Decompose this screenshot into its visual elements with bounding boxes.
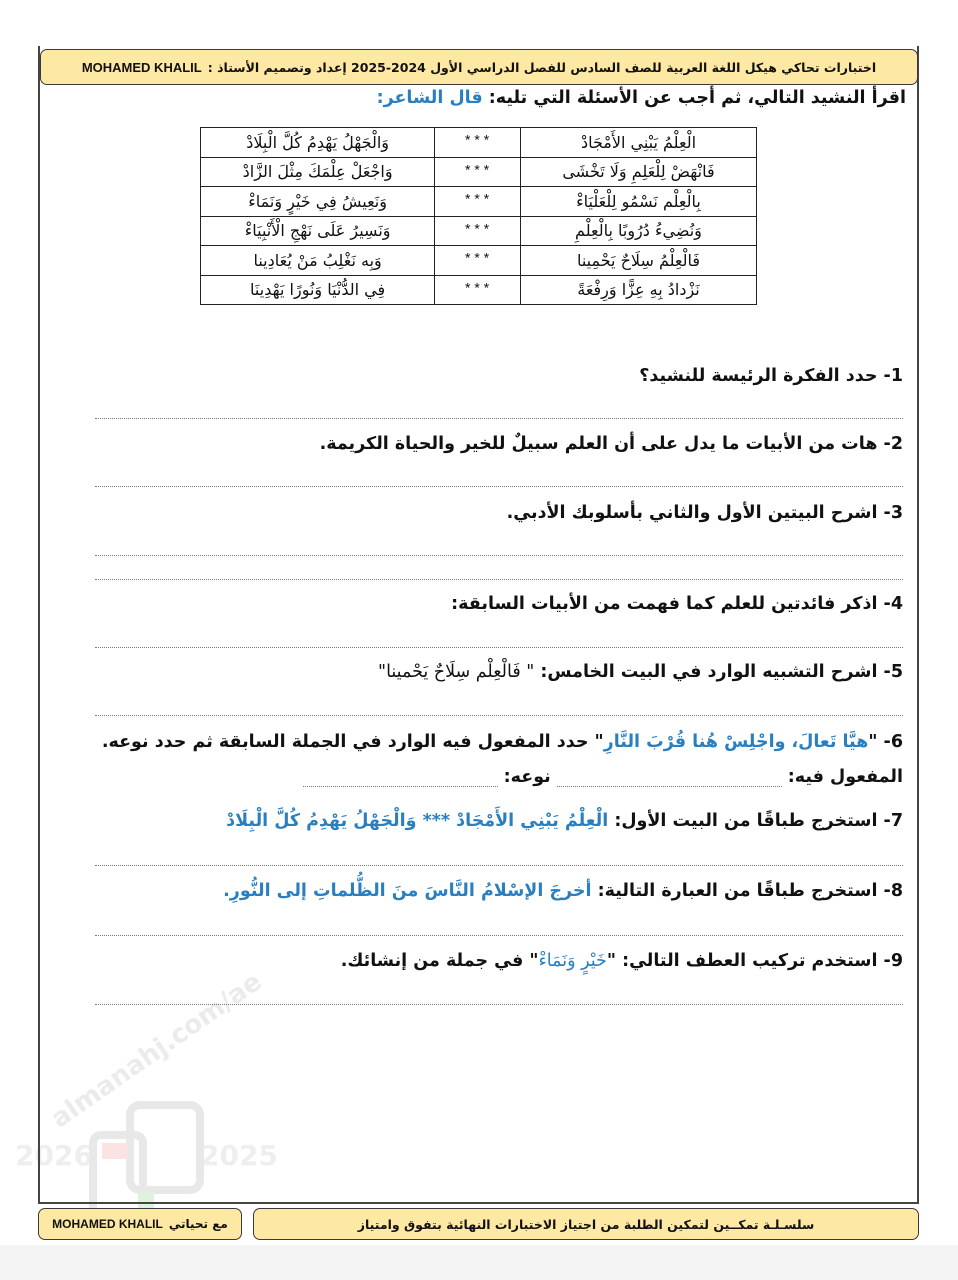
poem-first-hemistich: نَزْدادُ بِهِ عِزًّا وَرِفْعَةً [520,275,756,305]
poem-row [201,216,757,246]
intro-text: اقرأ النشيد التالي، ثم أجب عن الأسئلة التي تليه: [488,88,906,108]
poem-row [201,128,757,158]
poem-second-hemistich: وَالْجَهْلُ يَهْدِمُ كُلَّ الْبِلَادْ [201,128,435,158]
poem-second-hemistich: فِي الدُّنْيَا وَنُورًا يَهْدِينَا [201,275,435,305]
poem-second-hemistich: وَبِه نَغْلِبُ مَنْ يُعَادِينا [201,246,435,276]
footer-greeting: مع تحياتي [168,1217,228,1231]
question-6-answer-row [303,767,903,787]
answer-line[interactable] [95,715,903,716]
poem-separator: *** [435,157,521,187]
question-text: استخدم تركيب العطف التالي: [622,951,878,971]
question-text-after: في جملة من إنشائك. [340,951,524,971]
poem-separator: *** [435,216,521,246]
question-text: حدد الفكرة الرئيسة للنشيد؟ [639,366,878,386]
question-text: اذكر فائدتين للعلم كما فهمت من الأبيات السابقة: [451,594,878,614]
header-banner [40,49,918,85]
answer-label-type: نوعه: [503,767,551,787]
poem-first-hemistich: الْعِلْمُ يَبْنِي الأَمْجَادْ [520,128,756,158]
header-author: MOHAMED KHALIL [81,59,202,75]
question-number: 8- [883,881,903,901]
poem-first-hemistich: فَالْعِلْمُ سِلَاحٌ يَحْمِينا [520,246,756,276]
answer-line[interactable] [95,555,903,556]
question-number: 6- [883,732,903,752]
poem-separator: *** [435,275,521,305]
footer-author: MOHAMED KHALIL [52,1217,163,1231]
question-quote: أخرجَ الإسْلامُ النَّاسَ منَ الظُّلماتِ إلى النُّورِ. [223,881,592,901]
question-number: 4- [883,594,903,614]
poem-separator: *** [435,128,521,158]
question-9: 9- استخدم تركيب العطف التالي: "خَيْرٍ وَنَمَاءْ" في جملة من إنشائك. [340,951,903,971]
intro-instruction [377,88,906,108]
question-text: استخرج طباقًا من البيت الأول: [614,811,878,831]
question-3 [507,503,903,523]
question-text: هات من الأبيات ما يدل على أن العلم سبيلٌ للخير والحياة الكريمة. [319,434,878,454]
question-text: استخرج طباقًا من العبارة التالية: [597,881,878,901]
poem-table [200,127,757,305]
poem-row [201,187,757,217]
poem-row [201,275,757,305]
question-1 [639,366,903,386]
question-number: 7- [883,811,903,831]
poem-first-hemistich: بِالْعِلْم نَسْمُو لِلْعَلْيَاءْ [520,187,756,217]
question-quote: " فَالْعِلْم سِلَاحٌ يَحْمينا" [378,662,535,682]
question-number: 2- [883,434,903,454]
question-7 [226,811,903,831]
poem-separator: *** [435,187,521,217]
answer-line[interactable] [95,1004,903,1005]
question-5 [378,662,903,682]
question-text: اشرح البيتين الأول والثاني بأسلوبك الأدبي. [506,503,878,523]
question-number: 5- [883,662,903,682]
poem-row [201,157,757,187]
poem-first-hemistich: وَنُضِيءُ دُرُوبًا بِالْعِلْمِ [520,216,756,246]
question-number: 9- [883,951,903,971]
question-quote: الْعِلْمُ يَبْنِي الأَمْجَادْ *** وَالْجَهْلُ يَهْدِمُ كُلَّ الْبِلَادْ [226,811,609,831]
answer-line[interactable] [95,647,903,648]
footer-series-banner [253,1208,919,1240]
poem-second-hemistich: وَنَسِيرُ عَلَى نَهْجِ الْأَنْبِيَاءْ [201,216,435,246]
poem-second-hemistich: وَنَعِيشُ فِي خَيْرٍ وَنَمَاءْ [201,187,435,217]
header-title: اختبارات تحاكي هيكل اللغة العربية للصف السادس للفصل الدراسي الأول 2024-2025 إعداد وتصميم الأستاذ : [207,59,877,75]
answer-label-object: المفعول فيه: [787,767,903,787]
question-4 [451,594,903,614]
poem-separator: *** [435,246,521,276]
answer-line[interactable] [95,935,903,936]
question-8 [223,881,903,901]
question-quote: خَيْرٍ وَنَمَاءْ [538,951,607,971]
answer-line[interactable] [95,486,903,487]
answer-line[interactable] [95,579,903,580]
poem-first-hemistich: فَانْهَضْ لِلْعَلِمِ وَلَا تَخْشَى [520,157,756,187]
question-6 [102,732,903,752]
question-number: 3- [883,503,903,523]
question-2 [320,434,903,454]
footer-author-banner [38,1208,242,1240]
question-quote: هيَّا تَعالَ، واجْلِسْ هُنا قُرْبَ النَّارِ [603,732,869,752]
answer-line[interactable] [95,865,903,866]
quote-mark: " [594,732,604,752]
answer-field-object[interactable] [557,772,782,787]
question-text: اشرح التشبيه الوارد في البيت الخامس: [540,662,878,682]
answer-field-type[interactable] [303,772,498,787]
question-text: حدد المفعول فيه الوارد في الجملة السابقة ثم حدد نوعه. [101,732,589,752]
footer-series-text: سلسـلـة تمكــين لتمكين الطلبة من اجتياز الاختبارات النهائية بتفوق وامتياز [357,1216,815,1232]
quote-mark: " [868,732,878,752]
poem-row [201,246,757,276]
intro-highlight: قال الشاعر: [376,88,483,108]
poem-second-hemistich: وَاجْعَلْ عِلْمَكَ مِثْلَ الزَّادْ [201,157,435,187]
question-number: 1- [883,366,903,386]
answer-line[interactable] [95,418,903,419]
